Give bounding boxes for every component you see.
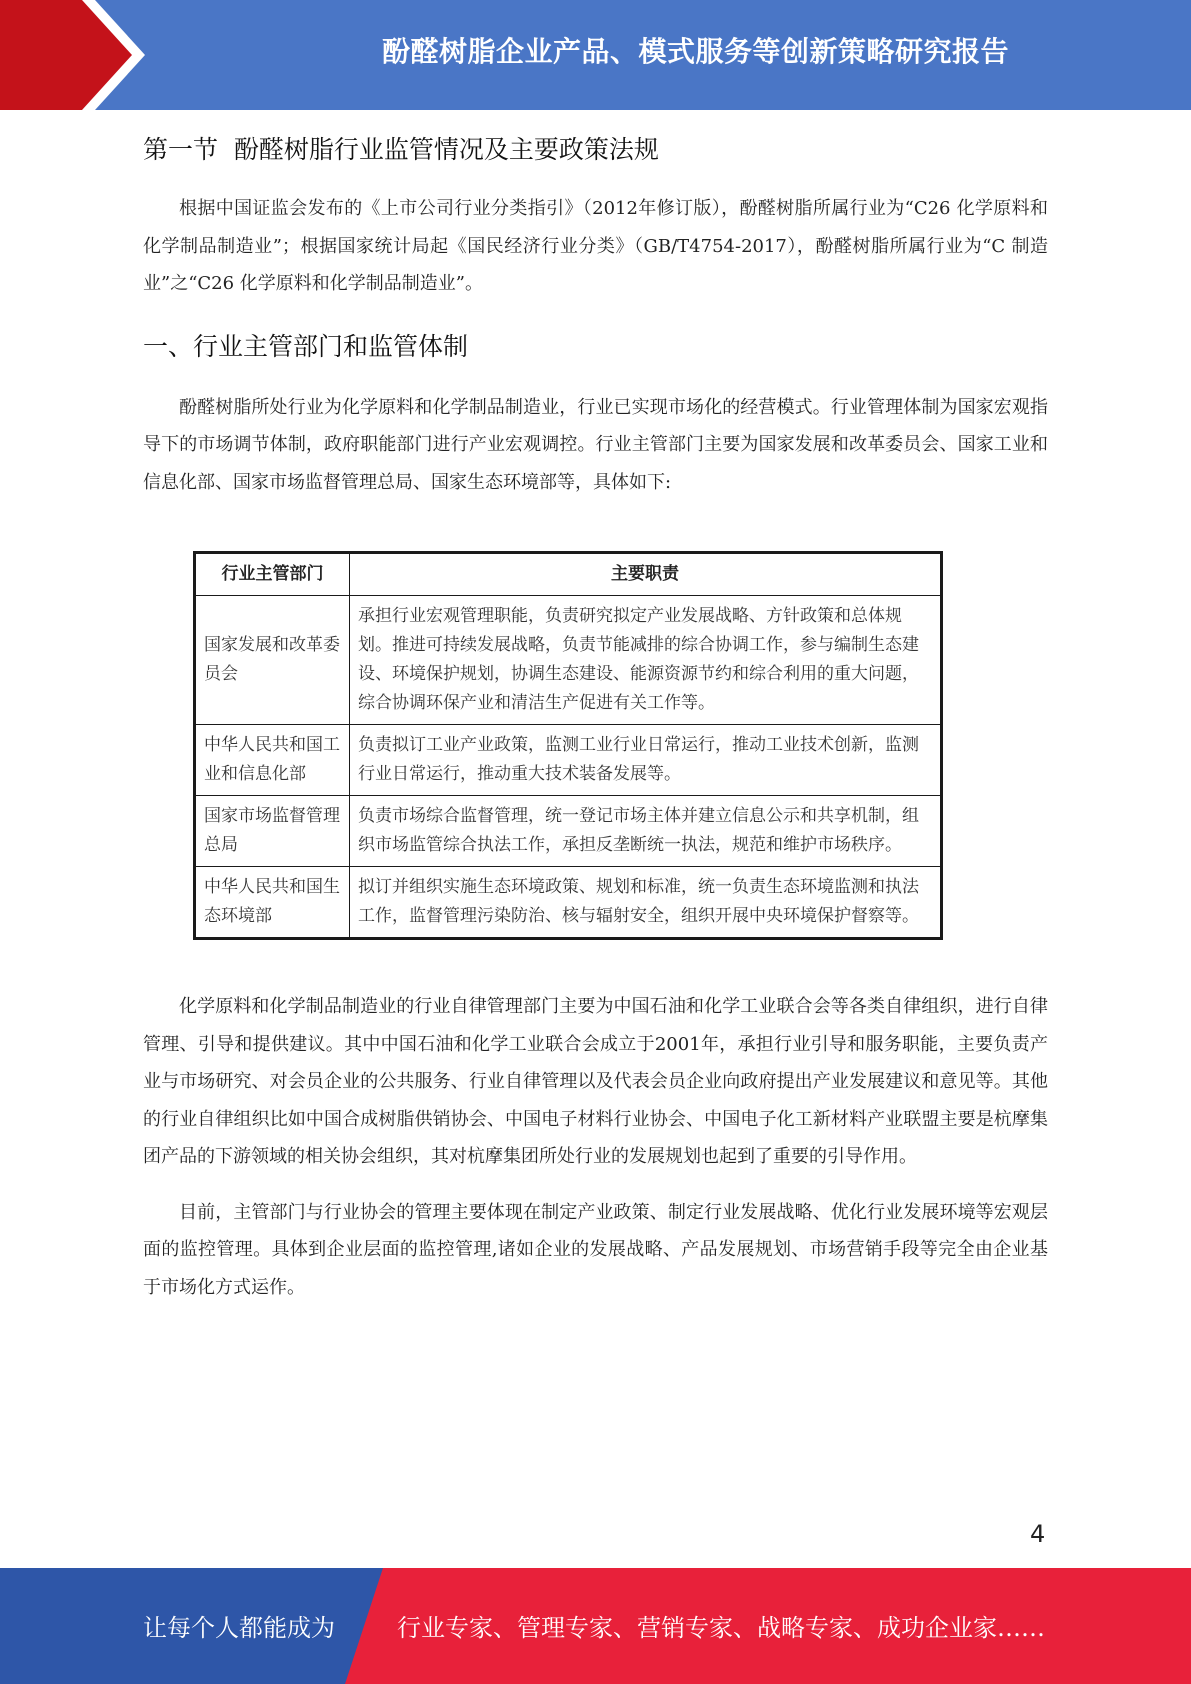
section-heading: 第一节 酚醛树脂行业监管情况及主要政策法规 — [143, 135, 659, 164]
table-cell-department: 国家市场监督管理总局 — [195, 796, 350, 867]
table-cell-department: 中华人民共和国工业和信息化部 — [195, 725, 350, 796]
page-content — [143, 128, 1048, 1306]
table-cell-duty: 负责市场综合监督管理，统一登记市场主体并建立信息公示和共享机制，组织市场监管综合执法工作，承担反垄断统一执法，规范和维护市场秩序。 — [350, 796, 942, 867]
table-row — [195, 596, 942, 725]
table-header-duty: 主要职责 — [350, 553, 942, 596]
department-table-wrap — [193, 551, 943, 940]
table-header-department: 行业主管部门 — [195, 553, 350, 596]
subsection-heading: 一、行业主管部门和监管体制 — [143, 331, 469, 361]
intro-paragraph: 根据中国证监会发布的《上市公司行业分类指引》（2012年修订版），酚醛树脂所属行业为“C26 化学原料和化学制品制造业”；根据国家统计局起《国民经济行业分类》（GB/T4754-2017），酚醛树脂所属行业为“C 制造业”之“C26 化学原料和化学制品制造业”。 — [143, 198, 1048, 294]
table-cell-duty: 负责拟订工业产业政策，监测工业行业日常运行，推动工业技术创新，监测行业日常运行，推动重大技术装备发展等。 — [350, 725, 942, 796]
table-cell-department: 国家发展和改革委员会 — [195, 596, 350, 725]
table-header-row — [195, 553, 942, 596]
self-regulation-paragraph: 化学原料和化学制品制造业的行业自律管理部门主要为中国石油和化学工业联合会等各类自律组织，进行自律管理、引导和提供建议。其中中国石油和化学工业联合会成立于2001年，承担行业引导和服务职能，主要负责产业与市场研究、对会员企业的公共服务、行业自律管理以及代表会员企业向政府提出产业发展建议和意见等。其他的行业自律组织比如中国合成树脂供销协会、中国电子材料行业协会、中国电子化工新材料产业联盟主要是杭摩集团产品的下游领域的相关协会组织，其对杭摩集团所处行业的发展规划也起到了重要的引导作用。 — [143, 996, 1048, 1167]
header-banner — [0, 0, 1191, 110]
management-paragraph: 目前，主管部门与行业协会的管理主要体现在制定产业政策、制定行业发展战略、优化行业发展环境等宏观层面的监控管理。具体到企业层面的监控管理,诸如企业的发展战略、产品发展规划、市场营销手段等完全由企业基于市场化方式运作。 — [143, 1201, 1048, 1298]
supervision-paragraph: 酚醛树脂所处行业为化学原料和化学制品制造业，行业已实现市场化的经营模式。行业管理体制为国家宏观指导下的市场调节体制，政府职能部门进行产业宏观调控。行业主管部门主要为国家发展和改革委员会、国家工业和信息化部、国家市场监督管理总局、国家生态环境部等，具体如下: — [143, 396, 1048, 493]
table-cell-department: 中华人民共和国生态环境部 — [195, 867, 350, 939]
table-cell-duty: 承担行业宏观管理职能，负责研究拟定产业发展战略、方针政策和总体规划。推进可持续发展战略，负责节能减排的综合协调工作，参与编制生态建设、环境保护规划，协调生态建设、能源资源节约和综合利用的重大问题，综合协调环保产业和清洁生产促进有关工作等。 — [350, 596, 942, 725]
footer-slogan-right: 行业专家、管理专家、营销专家、战略专家、成功企业家…… — [397, 1614, 1045, 1642]
footer-banner — [0, 1568, 1191, 1684]
table-row — [195, 796, 942, 867]
page-number: 4 — [1030, 1520, 1046, 1548]
department-duty-table — [193, 551, 943, 940]
table-cell-duty: 拟订并组织实施生态环境政策、规划和标准，统一负责生态环境监测和执法工作，监督管理污染防治、核与辐射安全，组织开展中央环境保护督察等。 — [350, 867, 942, 939]
footer-slogan-left: 让每个人都能成为 — [143, 1614, 335, 1642]
report-title: 酚醛树脂企业产品、模式服务等创新策略研究报告 — [381, 35, 1009, 68]
table-row — [195, 867, 942, 939]
table-row — [195, 725, 942, 796]
